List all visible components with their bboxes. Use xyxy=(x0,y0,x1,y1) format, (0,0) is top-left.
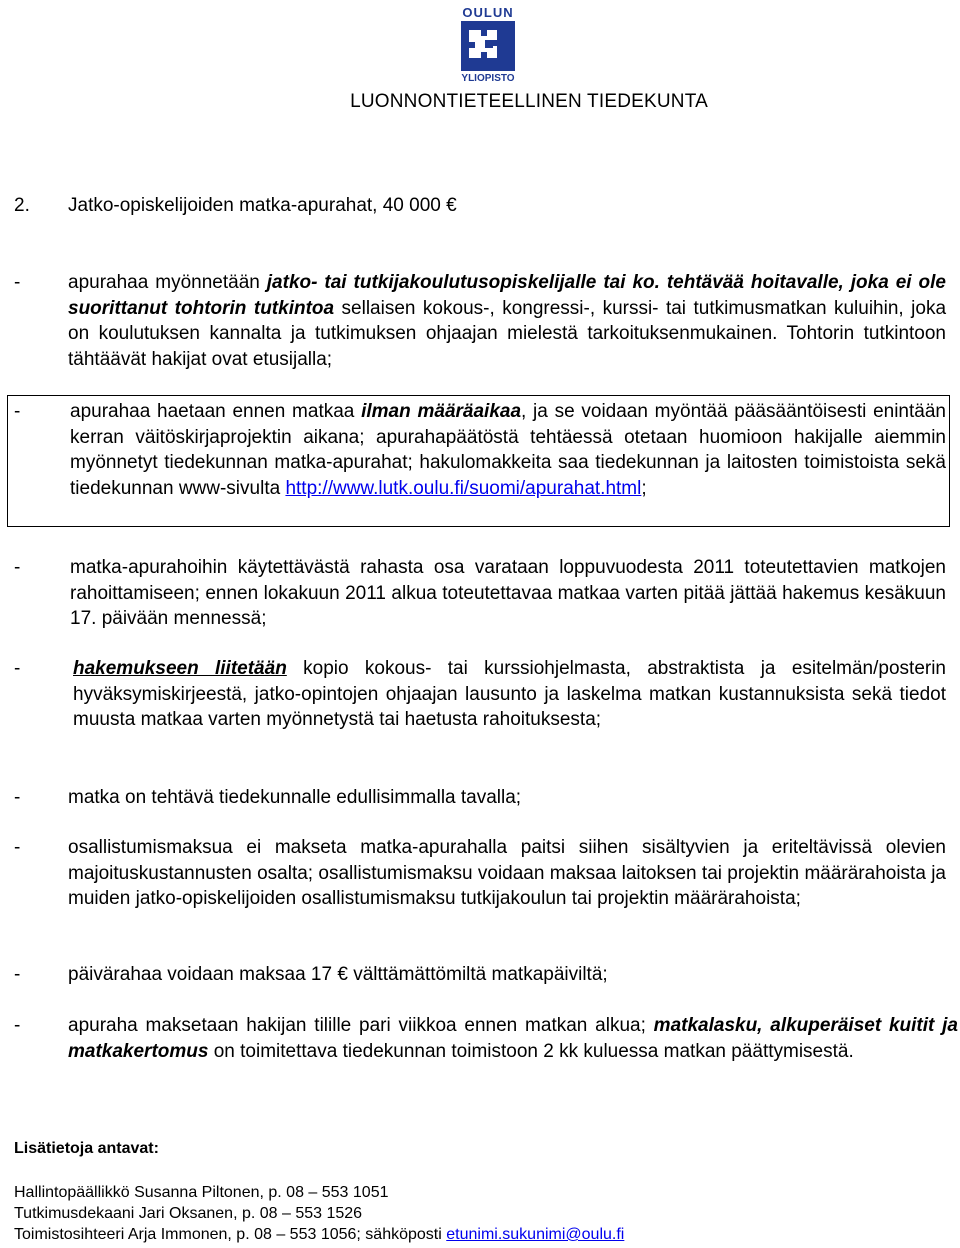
text-run: , ja se voidaan myöntää pääsääntöisesti enintään kerran väitöskirjaprojektin aikana; apurahapäätöstä tehtäessä otetaan huomioon hakijalle aiemmin myönnetyt tiedekunnan matka-apurahat; hakulomakkeita saa tiedekunnan ja laitosten toimistoista sekä tiedekunnan www-sivulta xyxy=(70,401,946,499)
list-item-text xyxy=(68,270,946,372)
text-run: apuraha maksetaan hakijan tilille pari viikkoa ennen matkan alkua; xyxy=(68,1015,654,1036)
emphasis-text: jatko- tai tutkijakoulutusopiskelijalle tai ko. tehtävää hoitavalle, joka ei ole suorittanut tohtorin tutkintoa xyxy=(68,272,946,319)
list-dash: - xyxy=(14,658,21,679)
list-item-text: matka on tehtävä tiedekunnalle edullisimmalla tavalla; xyxy=(68,787,522,808)
list-dash: - xyxy=(14,272,21,293)
logo-bottom-text: YLIOPISTO xyxy=(461,73,515,84)
list-item xyxy=(14,656,946,733)
text-run: Toimistosihteeri Arja Immonen, p. 08 – 553 1056; sähköposti xyxy=(14,1226,447,1243)
text-run: apurahaa haetaan ennen matkaa xyxy=(70,401,362,422)
section-number: 2. xyxy=(14,195,30,216)
list-item-text: osallistumismaksua ei makseta matka-apurahalla paitsi siihen sisältyvien ja eriteltävissä olevien majoituskustannusten osalta; osallistumismaksu voidaan maksaa laitoksen tai projektin määrärahoista ja muiden jatko-opiskelijoiden osallistumismaksu tutkijakoulun tai projektin määrärahoista; xyxy=(68,837,946,909)
text-run: on toimitettava tiedekunnan toimistoon 2 kk kuluessa matkan päättymisestä. xyxy=(208,1040,854,1062)
contact-line: Tutkimusdekaani Jari Oksanen, p. 08 – 553 1526 xyxy=(14,1205,363,1222)
list-dash: - xyxy=(14,401,21,422)
contacts-list xyxy=(14,1182,624,1245)
list-item-text xyxy=(73,656,946,733)
logo-top-text: OULUN xyxy=(462,5,514,20)
emphasis-text: matkalasku, alkuperäiset kuitit ja matkakertomus xyxy=(68,1015,958,1062)
emphasis-text: hakemukseen liitetään xyxy=(73,658,287,679)
list-item xyxy=(14,270,946,372)
list-item-text xyxy=(70,399,946,501)
list-dash: - xyxy=(14,787,21,808)
contacts-title: Lisätietoja antavat: xyxy=(14,1140,159,1157)
list-item xyxy=(14,555,946,632)
text-run: sellaisen kokous-, kongressi-, kurssi- tai tutkimusmatkan kuluihin, joka on koulutuksen kannalta ja tutkimuksen ohjaajan mielestä tarkoituksenmukainen. Tohtorin tutkintoon tähtäävät hakijat ovat etusijalla; xyxy=(68,297,947,370)
section-title: Jatko-opiskelijoiden matka-apurahat, 40 000 € xyxy=(68,195,457,216)
list-item xyxy=(14,1013,958,1064)
faculty-name: LUONNONTIETEELLINEN TIEDEKUNTA xyxy=(350,91,708,112)
university-logo-icon xyxy=(455,4,521,84)
list-item-text: päivärahaa voidaan maksaa 17 € välttämättömiltä matkapäiviltä; xyxy=(68,964,608,985)
text-run: apurahaa myönnetään xyxy=(68,272,267,293)
text-run: kopio kokous- tai kurssiohjelmasta, abstraktista ja esitelmän/posterin hyväksymiskirjeestä, jatko-opintojen ohjaajan lausunto ja laskelma matkan kustannuksista sekä tiedot muusta matkaa varten myönnetystä tai haetusta rahoituksesta; xyxy=(73,658,947,730)
list-item xyxy=(14,835,946,912)
contact-line xyxy=(14,1224,624,1245)
apurahat-link[interactable]: http://www.lutk.oulu.fi/suomi/apurahat.html xyxy=(285,477,642,499)
list-item xyxy=(14,399,946,501)
list-item xyxy=(14,962,946,988)
text-run: ; xyxy=(641,477,647,499)
emphasis-text: ilman määräaikaa xyxy=(361,401,522,422)
list-dash: - xyxy=(14,837,21,858)
contact-line: Hallintopäällikkö Susanna Piltonen, p. 08 – 553 1051 xyxy=(14,1184,389,1201)
list-item-text xyxy=(68,1013,958,1064)
list-item xyxy=(14,785,946,811)
email-link[interactable]: etunimi.sukunimi@oulu.fi xyxy=(446,1226,625,1243)
list-dash: - xyxy=(14,964,21,985)
university-logo xyxy=(455,4,521,84)
section-heading xyxy=(14,195,457,217)
list-dash: - xyxy=(14,557,21,578)
logo-puzzle-hole xyxy=(485,40,493,48)
list-item-text: matka-apurahoihin käytettävästä rahasta osa varataan loppuvuodesta 2011 toteutettavien matkojen rahoittamiseen; ennen lokakuun 2011 alkua toteutettavaa matkaa varten pitää jättää hakemus kesäkuun 17. päivään mennessä; xyxy=(70,557,946,629)
list-dash: - xyxy=(14,1015,21,1036)
